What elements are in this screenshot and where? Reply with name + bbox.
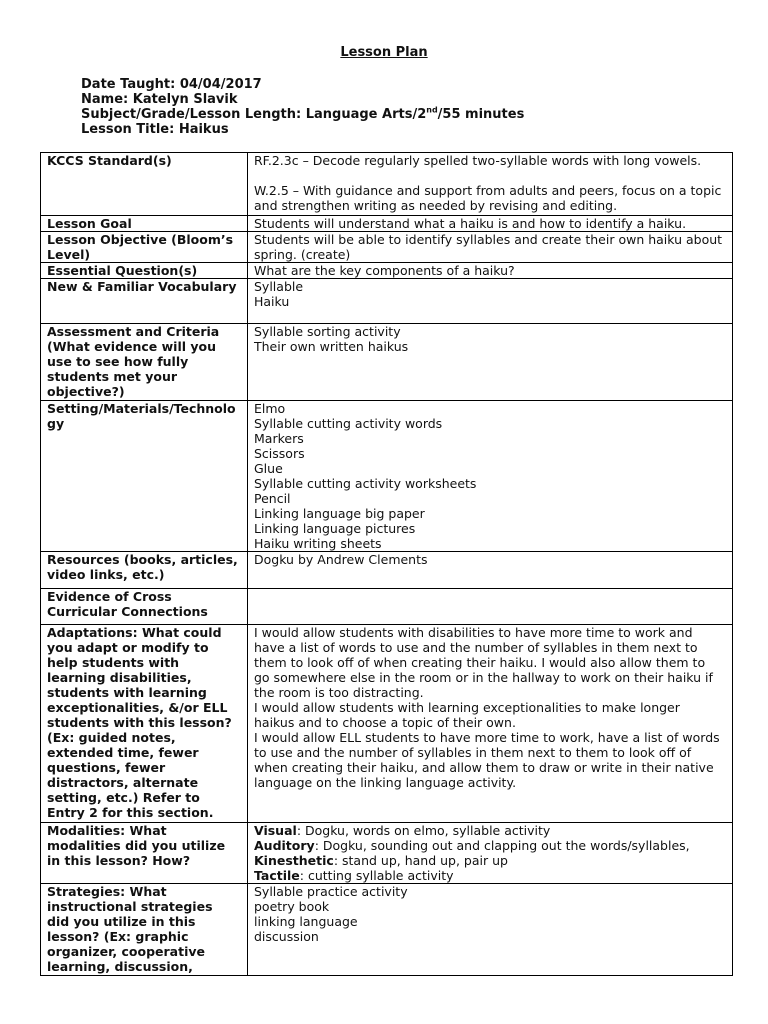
label-line: Modalities: What — [47, 823, 167, 838]
value-objective-1: Students will be able to identify syllables and create their own haiku about — [254, 232, 723, 247]
label-line: modalities did you utilize — [47, 838, 226, 853]
label-objective-1: Lesson Objective (Bloom’s — [47, 232, 234, 247]
standard-w-line-1: W.2.5 – With guidance and support from adults and peers, focus on a topic — [254, 183, 722, 198]
label-line: you adapt or modify to — [47, 640, 209, 655]
adaptation-line: language on the linking language activity. — [254, 775, 517, 790]
value-adaptations — [248, 625, 733, 823]
label-line: exceptionalities, &/or ELL — [47, 700, 228, 715]
material-item: Scissors — [254, 446, 305, 461]
adaptation-line: them to look off of when creating their haiku. I would also allow them to — [254, 655, 706, 670]
value-goal: Students will understand what a haiku is and how to identify a haiku. — [248, 216, 733, 232]
standard-w-line-2: and strengthen writing as needed by revising and editing. — [254, 198, 618, 213]
label-line: (What evidence will you — [47, 339, 217, 354]
label-line: distractors, alternate — [47, 775, 199, 790]
label-line: video links, etc.) — [47, 567, 165, 582]
label-line: did you utilize in this — [47, 914, 196, 929]
label-line: objective?) — [47, 384, 125, 399]
material-item: Syllable cutting activity words — [254, 416, 443, 431]
subject-grade-length — [81, 107, 524, 122]
modality-kinesthetic — [254, 853, 728, 868]
label-line: in this lesson? How? — [47, 853, 191, 868]
page-title: Lesson Plan — [340, 45, 428, 60]
label-line: Entry 2 for this section. — [47, 805, 214, 820]
modality-tactile-label: Tactile — [254, 868, 300, 883]
teacher-name: Name: Katelyn Slavik — [81, 92, 238, 107]
label-objective — [41, 232, 248, 263]
label-line: use to see how fully — [47, 354, 189, 369]
strategy-item: poetry book — [254, 899, 330, 914]
label-line: (Ex: guided notes, — [47, 730, 176, 745]
vocab-item: Syllable — [254, 279, 304, 294]
label-line: gy — [47, 416, 65, 431]
label-line: Adaptations: What could — [47, 625, 222, 640]
label-line: Setting/Materials/Technolo — [47, 401, 236, 416]
label-line: instructional strategies — [47, 899, 213, 914]
modality-tactile — [254, 868, 728, 883]
label-essential: Essential Question(s) — [41, 263, 248, 279]
standard-rf: RF.2.3c – Decode regularly spelled two-syllable words with long vowels. — [254, 153, 702, 168]
modality-auditory — [254, 838, 728, 853]
material-item: Linking language big paper — [254, 506, 425, 521]
material-item: Markers — [254, 431, 304, 446]
subject-text: Subject/Grade/Lesson Length: Language Arts/2 — [81, 107, 427, 122]
lesson-length: /55 minutes — [437, 107, 525, 122]
label-line: Evidence of Cross — [47, 589, 172, 604]
value-evidence — [248, 589, 733, 625]
value-vocab — [248, 279, 733, 324]
vocab-item: Haiku — [254, 294, 290, 309]
label-setting — [41, 401, 248, 552]
material-item: Syllable cutting activity worksheets — [254, 476, 477, 491]
adaptation-line: I would allow students with learning exceptionalities to make longer — [254, 700, 680, 715]
label-assessment — [41, 324, 248, 401]
label-line: extended time, fewer — [47, 745, 199, 760]
row-assessment — [41, 324, 733, 401]
label-resources — [41, 552, 248, 589]
label-line: Assessment and Criteria — [47, 324, 220, 339]
value-objective — [248, 232, 733, 263]
modality-visual-label: Visual — [254, 823, 297, 838]
strategy-item: discussion — [254, 929, 319, 944]
adaptation-line: the room is too distracting. — [254, 685, 424, 700]
strategy-item: Syllable practice activity — [254, 884, 408, 899]
row-setting — [41, 401, 733, 552]
row-goal — [41, 216, 733, 232]
adaptation-line: I would allow ELL students to have more time to work, have a list of words — [254, 730, 720, 745]
lesson-title: Lesson Title: Haikus — [81, 122, 229, 137]
label-standards: KCCS Standard(s) — [41, 153, 248, 216]
label-line: help students with — [47, 655, 180, 670]
adaptation-line: when creating their haiku, and allow them to draw or write in their native — [254, 760, 714, 775]
material-item: Glue — [254, 461, 283, 476]
label-line: Strategies: What — [47, 884, 167, 899]
modality-kinesthetic-text: : stand up, hand up, pair up — [333, 853, 508, 868]
row-essential — [41, 263, 733, 279]
label-modalities — [41, 823, 248, 884]
value-standards — [248, 153, 733, 216]
lesson-header — [81, 77, 524, 137]
row-strategies — [41, 884, 733, 976]
label-line: learning, discussion, — [47, 959, 193, 974]
value-resources: Dogku by Andrew Clements — [248, 552, 733, 589]
label-goal: Lesson Goal — [41, 216, 248, 232]
label-line: organizer, cooperative — [47, 944, 205, 959]
label-line: students met your — [47, 369, 178, 384]
adaptation-line: haikus and to choose a topic of their own. — [254, 715, 516, 730]
row-standards — [41, 153, 733, 216]
adaptation-line: go somewhere else in the room or in the hallway to work on their haiku if — [254, 670, 713, 685]
date-taught: Date Taught: 04/04/2017 — [81, 77, 262, 92]
label-line: Resources (books, articles, — [47, 552, 238, 567]
assessment-item: Syllable sorting activity — [254, 324, 401, 339]
material-item: Linking language pictures — [254, 521, 416, 536]
label-line: lesson? (Ex: graphic — [47, 929, 189, 944]
strategy-item: linking language — [254, 914, 358, 929]
row-vocab — [41, 279, 733, 324]
label-line: setting, etc.) Refer to — [47, 790, 200, 805]
modality-kinesthetic-label: Kinesthetic — [254, 853, 334, 868]
label-strategies — [41, 884, 248, 976]
label-line: students with learning — [47, 685, 207, 700]
modality-visual — [254, 823, 728, 838]
modality-auditory-text: : Dogku, sounding out and clapping out the words/syllables, — [314, 838, 690, 853]
label-adaptations — [41, 625, 248, 823]
label-line: learning disabilities, — [47, 670, 192, 685]
label-objective-2: Level) — [47, 247, 91, 262]
material-item: Haiku writing sheets — [254, 536, 382, 551]
row-resources — [41, 552, 733, 589]
material-item: Pencil — [254, 491, 291, 506]
label-evidence — [41, 589, 248, 625]
adaptation-line: have a list of words to use and the number of syllables in them next to — [254, 640, 698, 655]
value-objective-2: spring. (create) — [254, 247, 351, 262]
lesson-plan-table — [40, 152, 733, 976]
value-assessment — [248, 324, 733, 401]
row-objective — [41, 232, 733, 263]
modality-visual-text: : Dogku, words on elmo, syllable activity — [296, 823, 551, 838]
row-evidence — [41, 589, 733, 625]
material-item: Elmo — [254, 401, 286, 416]
modality-tactile-text: : cutting syllable activity — [299, 868, 454, 883]
label-line: Curricular Connections — [47, 604, 208, 619]
label-vocab: New & Familiar Vocabulary — [41, 279, 248, 324]
value-strategies — [248, 884, 733, 976]
value-essential: What are the key components of a haiku? — [248, 263, 733, 279]
adaptation-line: I would allow students with disabilities to have more time to work and — [254, 625, 693, 640]
row-modalities — [41, 823, 733, 884]
label-line: students with this lesson? — [47, 715, 232, 730]
modality-auditory-label: Auditory — [254, 838, 315, 853]
row-adaptations — [41, 625, 733, 823]
label-line: questions, fewer — [47, 760, 166, 775]
grade-suffix: nd — [426, 105, 438, 115]
value-setting — [248, 401, 733, 552]
assessment-item: Their own written haikus — [254, 339, 409, 354]
value-modalities — [248, 823, 733, 884]
adaptation-line: to use and the number of syllables in them next to them to look off of — [254, 745, 692, 760]
